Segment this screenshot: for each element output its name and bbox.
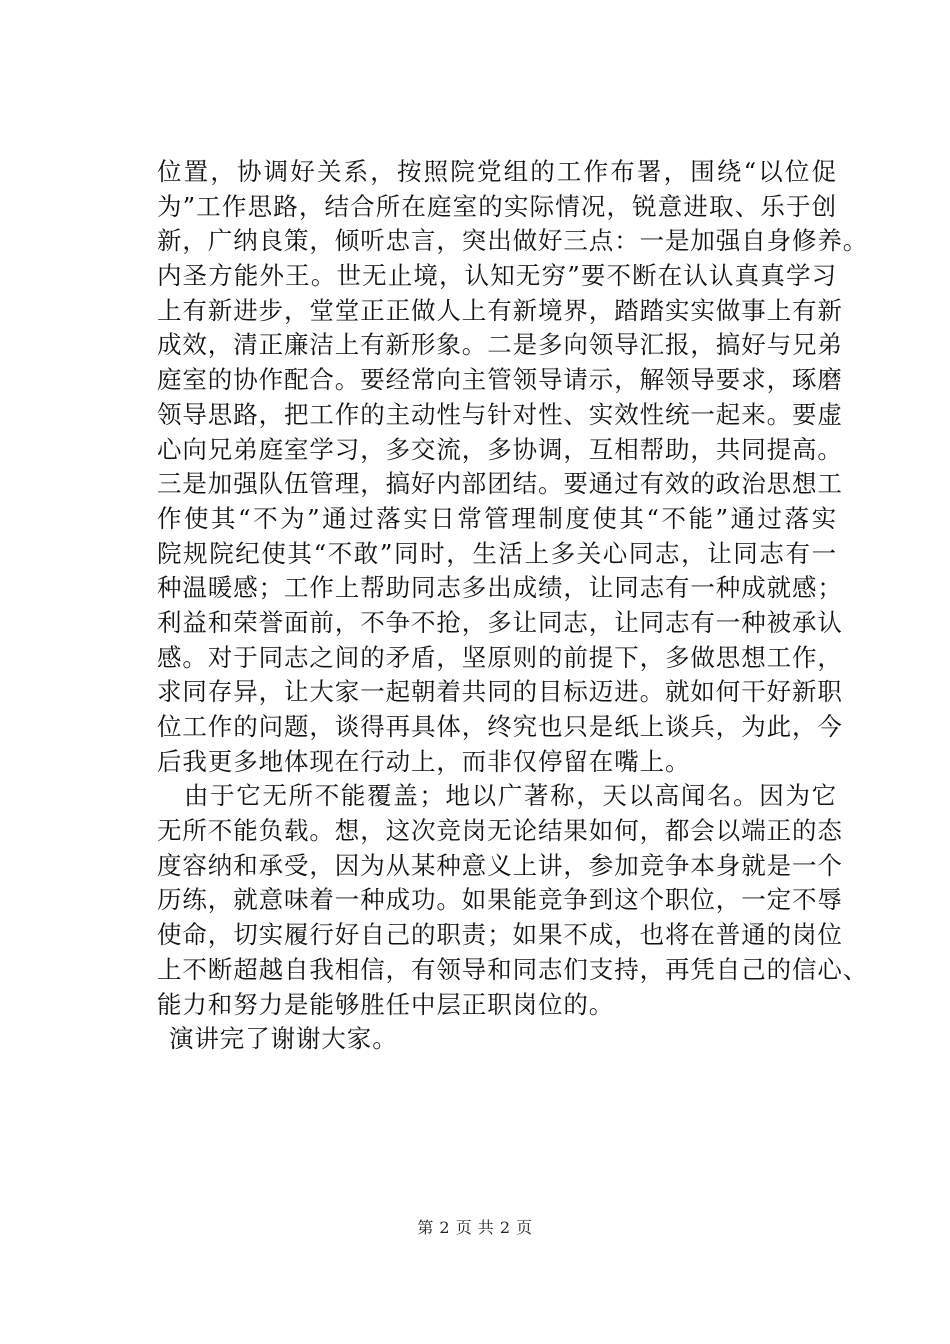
document-line: 无所不能负载。想，这次竞岗无论结果如何，都会以端正的态 <box>157 816 843 846</box>
document-line: 利益和荣誉面前，不争不抢，多让同志，让同志有一种被承认 <box>157 607 843 637</box>
document-line: 成效，清正廉洁上有新形象。二是多向领导汇报，搞好与兄弟 <box>157 330 843 360</box>
document-line: 种温暖感；工作上帮助同志多出成绩，让同志有一种成就感； <box>157 573 843 603</box>
document-line: 内圣方能外王。世无止境，认知无穷”要不断在认认真真学习 <box>157 261 837 291</box>
document-line: 上有新进步，堂堂正正做人上有新境界，踏踏实实做事上有新 <box>157 295 843 325</box>
document-line: 新，广纳良策，倾听忠言，突出做好三点：一是加强自身修养。 <box>157 226 869 256</box>
document-line: 心向兄弟庭室学习，多交流，多协调，互相帮助，共同提高。 <box>157 434 843 464</box>
document-line: 历练，就意味着一种成功。如果能竞争到这个职位，一定不辱 <box>157 885 843 915</box>
document-line: 求同存异，让大家一起朝着共同的目标迈进。就如何干好新职 <box>157 677 843 707</box>
document-line: 位工作的问题，谈得再具体，终究也只是纸上谈兵，为此，今 <box>157 712 843 741</box>
document-line: 感。对于同志之间的矛盾，坚原则的前提下，多做思想工作， <box>157 642 843 672</box>
document-line: 能力和努力是能够胜任中层正职岗位的。 <box>157 989 615 1019</box>
document-line: 三是加强队伍管理，搞好内部团结。要通过有效的政治思想工 <box>157 469 843 499</box>
document-line: 后我更多地体现在行动上，而非仅停留在嘴上。 <box>157 746 691 776</box>
document-line: 院规院纪使其“不敢”同时，生活上多关心同志，让同志有一 <box>157 538 837 568</box>
document-line: 使命，切实履行好自己的职责；如果不成，也将在普通的岗位 <box>157 920 843 950</box>
document-line: 作使其“不为”通过落实日常管理制度使其“不能”通过落实 <box>157 503 837 533</box>
document-line: 庭室的协作配合。要经常向主管领导请示，解领导要求，琢磨 <box>157 365 843 395</box>
document-line: 为”工作思路，结合所在庭室的实际情况，锐意进取、乐于创 <box>157 191 837 221</box>
document-line: 位置，协调好关系，按照院党组的工作布署，围绕“以位促 <box>157 157 837 186</box>
body-text <box>157 155 869 1057</box>
page-footer: 第 2 页 共 2 页 <box>417 1218 533 1237</box>
document-line: 演讲完了谢谢大家。 <box>169 1024 398 1054</box>
document-line: 度容纳和承受，因为从某种意义上讲，参加竞争本身就是一个 <box>157 850 843 880</box>
document-line: 领导思路，把工作的主动性与针对性、实效性统一起来。要虚 <box>157 399 843 429</box>
document-line: 上不断超越自我相信，有领导和同志们支持，再凭自己的信心、 <box>157 954 869 984</box>
document-line: 由于它无所不能覆盖；地以广著称，天以高闻名。因为它 <box>184 781 837 811</box>
